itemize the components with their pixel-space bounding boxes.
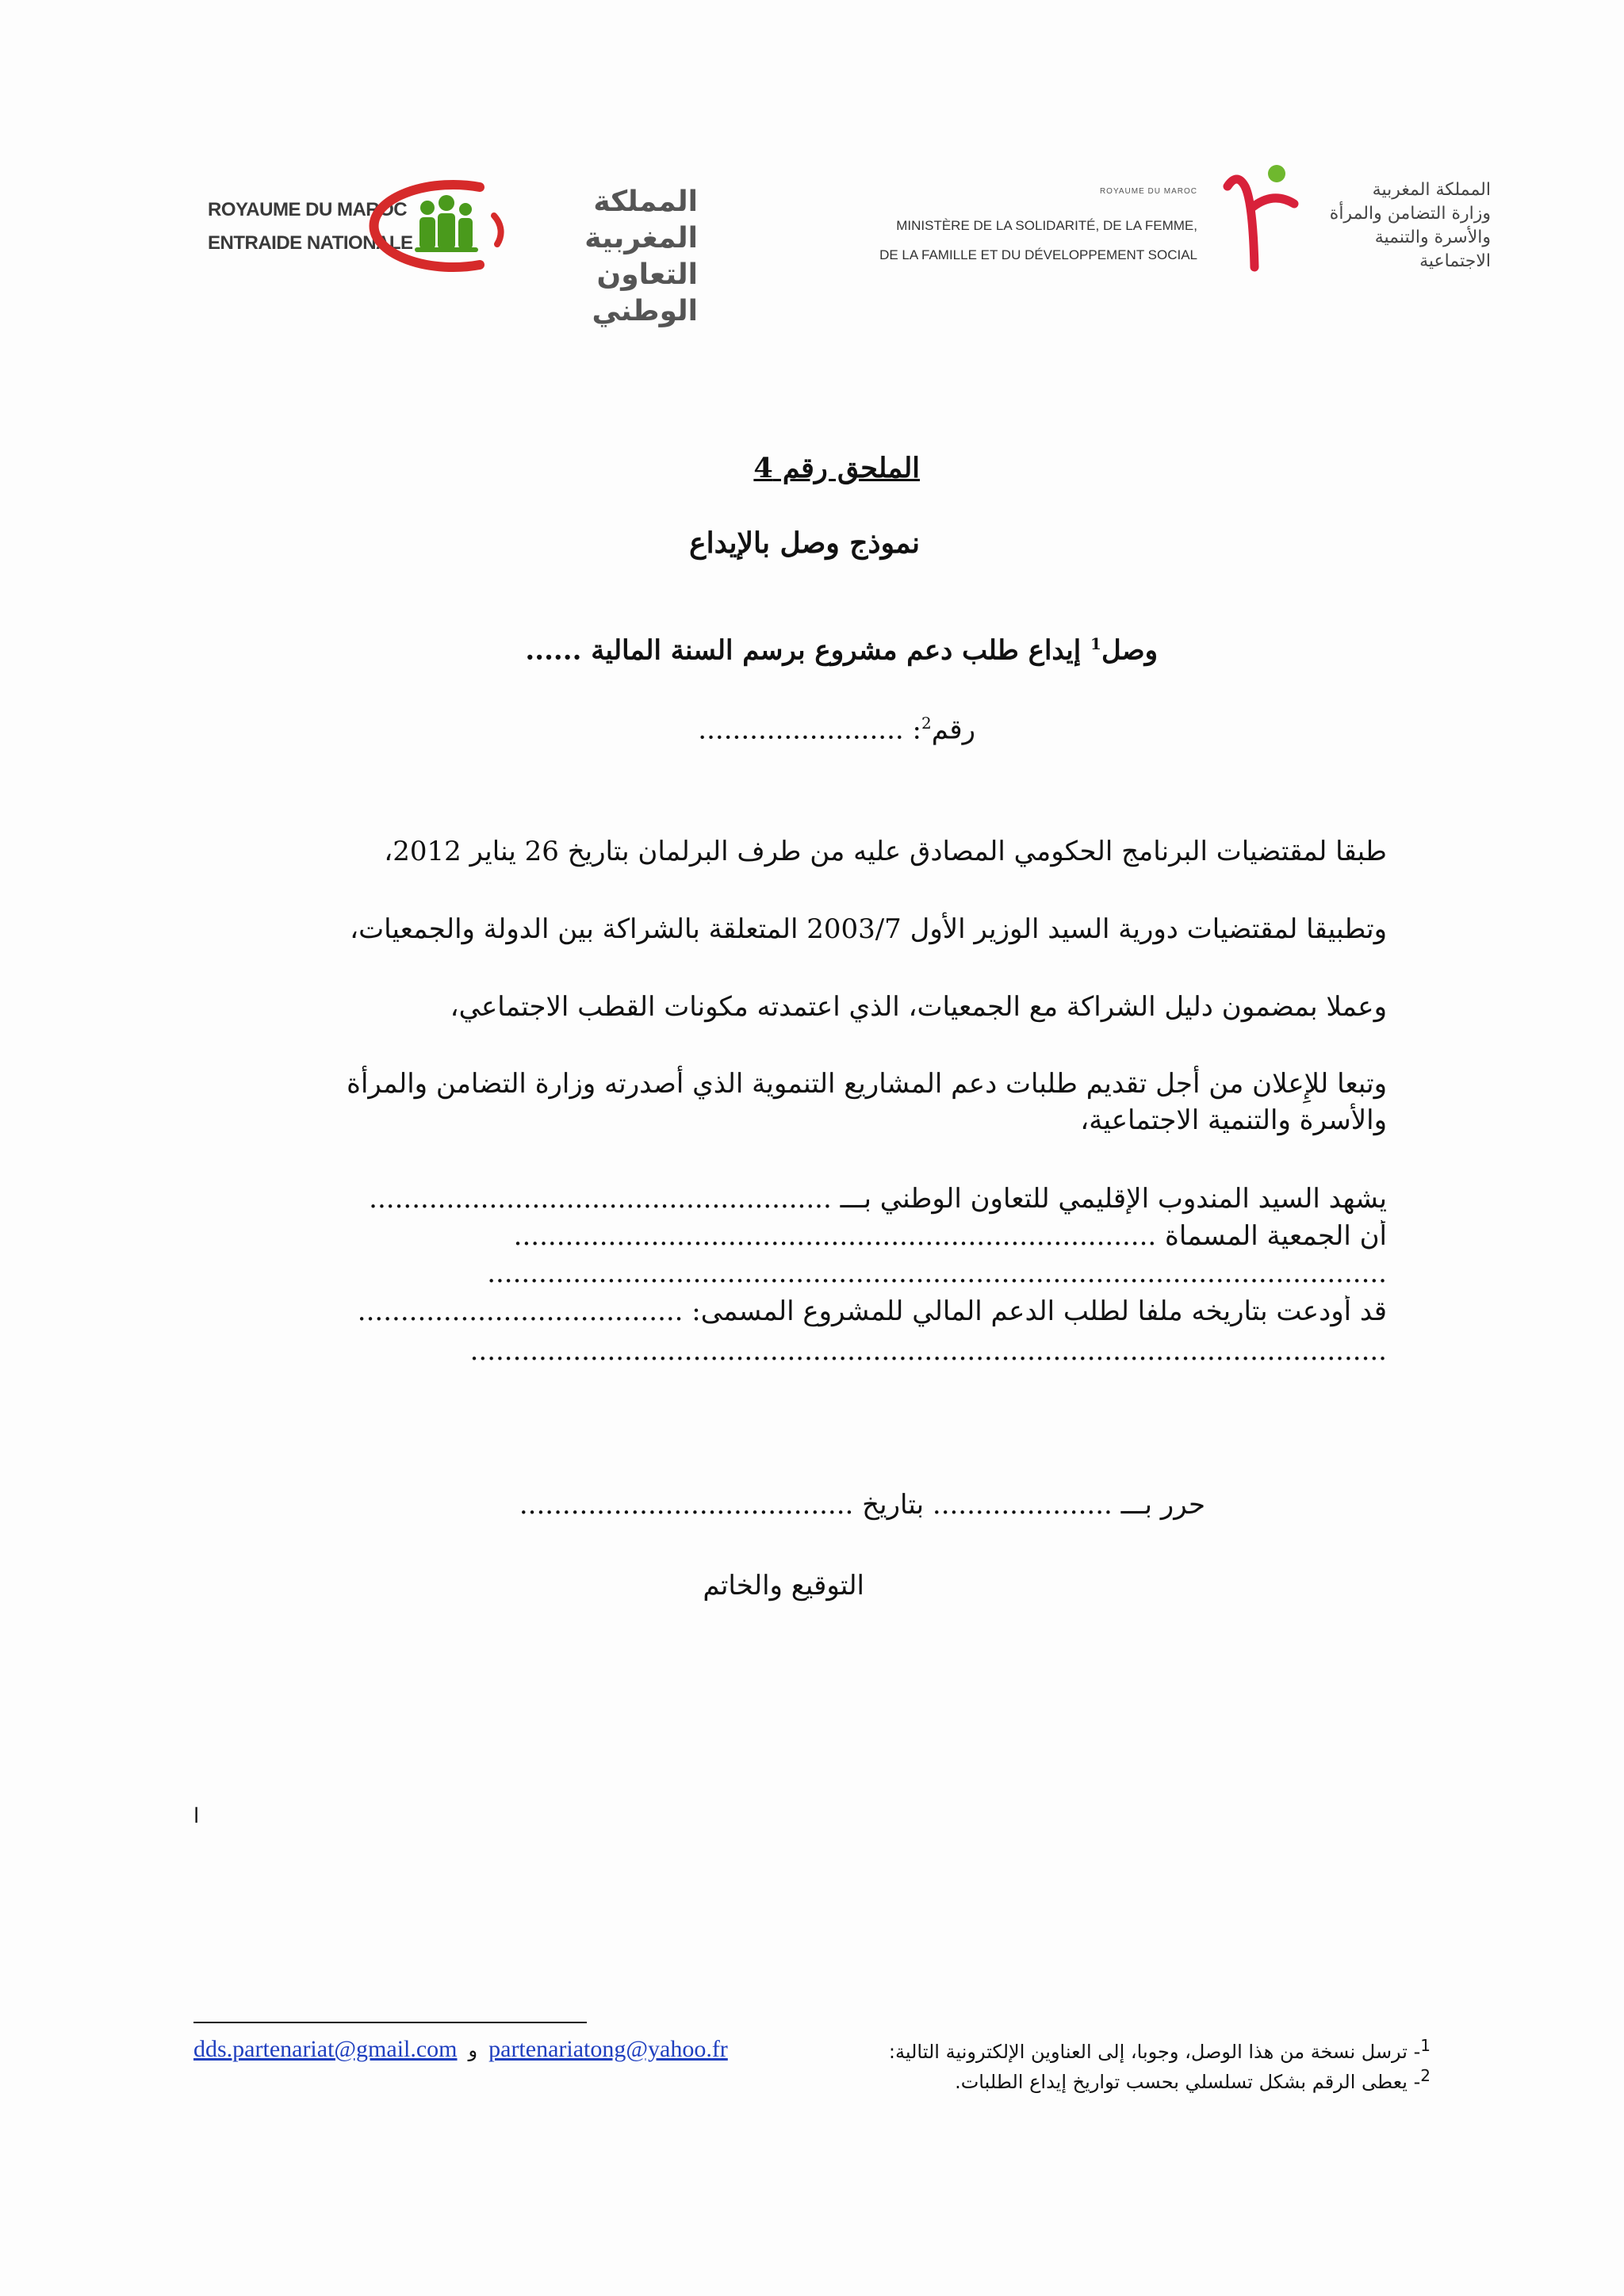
email-link-gmail[interactable]: dds.partenariat@gmail.com	[193, 2036, 458, 2062]
footnote-1	[193, 2036, 1431, 2063]
receipt-word: وصل	[1101, 634, 1158, 667]
footnote-ref-1[interactable]: 1	[1090, 634, 1101, 653]
annex-title: الملحق رقم 4	[753, 452, 920, 484]
number-blank: : ........................	[698, 714, 921, 746]
ministry-small-label: ROYAUME DU MAROC	[1099, 187, 1197, 196]
footnote-2-text: - يعطى الرقم بشكل تسلسلي بحسب تواريخ إيداع الطلبات.	[955, 2071, 1421, 2093]
footnote-ref-2[interactable]: 2	[921, 714, 932, 733]
entraide-ar-line1: المملكة المغربية	[584, 186, 698, 254]
paragraph-partnership-guide: وعملا بمضمون دليل الشراكة مع الجمعيات، الذي اعتمدته مكونات القطب الاجتماعي،	[450, 991, 1387, 1023]
entraide-fr-line1: ROYAUME DU MAROC	[208, 199, 408, 220]
receipt-number-line	[555, 714, 975, 745]
footnote-2	[793, 2066, 1431, 2093]
certification-project-line: قد أودعت بتاريخه ملفا لطلب الدعم المالي للمشروع المسمى: ......................................	[357, 1295, 1387, 1327]
footnote-1-and: و	[468, 2039, 478, 2061]
email-link-yahoo[interactable]: partenariatong@yahoo.fr	[488, 2036, 728, 2062]
ministry-logo-french	[856, 211, 1197, 270]
entraide-emblem-icon	[361, 179, 527, 274]
ministry-fr-line1: MINISTÈRE DE LA SOLIDARITÉ, DE LA FEMME,	[896, 218, 1197, 233]
ministry-ar-line2: وزارة التضامن والمرأة	[1329, 204, 1491, 224]
made-at-line: حرر بـــ ..................... بتاريخ .......................................	[519, 1489, 1205, 1521]
entraide-fr-line2: ENTRAIDE NATIONALE	[208, 232, 413, 254]
footnote-1-number: 1	[1420, 2036, 1431, 2055]
receipt-title-rest: إيداع طلب دعم مشروع برسم السنة المالية ......	[525, 634, 1091, 667]
paragraph-circular: وتطبيقا لمقتضيات دورية السيد الوزير الأول 2003/7 المتعلقة بالشراكة بين الدولة والجمعيات،	[350, 913, 1387, 945]
signature-label: التوقيع والخاتم	[703, 1570, 864, 1601]
paragraph-government-program: طبقا لمقتضيات البرنامج الحكومي المصادق عليه من طرف البرلمان بتاريخ 26 يناير 2012،	[384, 836, 1387, 867]
ministry-emblem-icon	[1221, 163, 1308, 274]
ministry-fr-line2: DE LA FAMILLE ET DU DÉVELOPPEMENT SOCIAL	[879, 247, 1197, 262]
certification-delegate-line: يشهد السيد المندوب الإقليمي للتعاون الوطني بـــ ......................................................	[369, 1183, 1387, 1215]
model-title: نموذج وصل بالإيداع	[689, 526, 920, 560]
number-label: رقم	[931, 714, 975, 746]
footnote-separator	[193, 2022, 587, 2023]
ministry-ar-line1: المملكة المغربية	[1372, 180, 1491, 200]
ministry-ar-line3: والأسرة والتنمية الاجتماعية	[1374, 228, 1491, 271]
receipt-title	[476, 634, 1158, 666]
paragraph-call-for-applications: وتبعا للإِعلان من أجل تقديم طلبات دعم المشاريع التنموية الذي أصدرته وزارة التضامن والمرأة والأسرة والتنمية الاجتماعية،	[347, 1068, 1387, 1136]
footnote-2-number: 2	[1420, 2066, 1431, 2085]
certification-association-line: أن الجمعية المسماة ...........................................................................	[513, 1220, 1387, 1252]
certification-blank-line: .........................................................................................................	[487, 1257, 1387, 1289]
certification-blank-line-2: ...........................................................................................................	[469, 1335, 1387, 1367]
footnote-1-text: - ترسل نسخة من هذا الوصل، وجوبا، إلى العناوين الإلكترونية التالية:	[888, 2041, 1421, 2063]
page-marker: ا	[193, 1804, 200, 1828]
entraide-logo-arabic	[547, 184, 698, 330]
entraide-ar-line2: التعاون الوطني	[592, 258, 698, 327]
ministry-logo-arabic	[1316, 178, 1491, 274]
footnote-1-text-group	[889, 2036, 1431, 2063]
